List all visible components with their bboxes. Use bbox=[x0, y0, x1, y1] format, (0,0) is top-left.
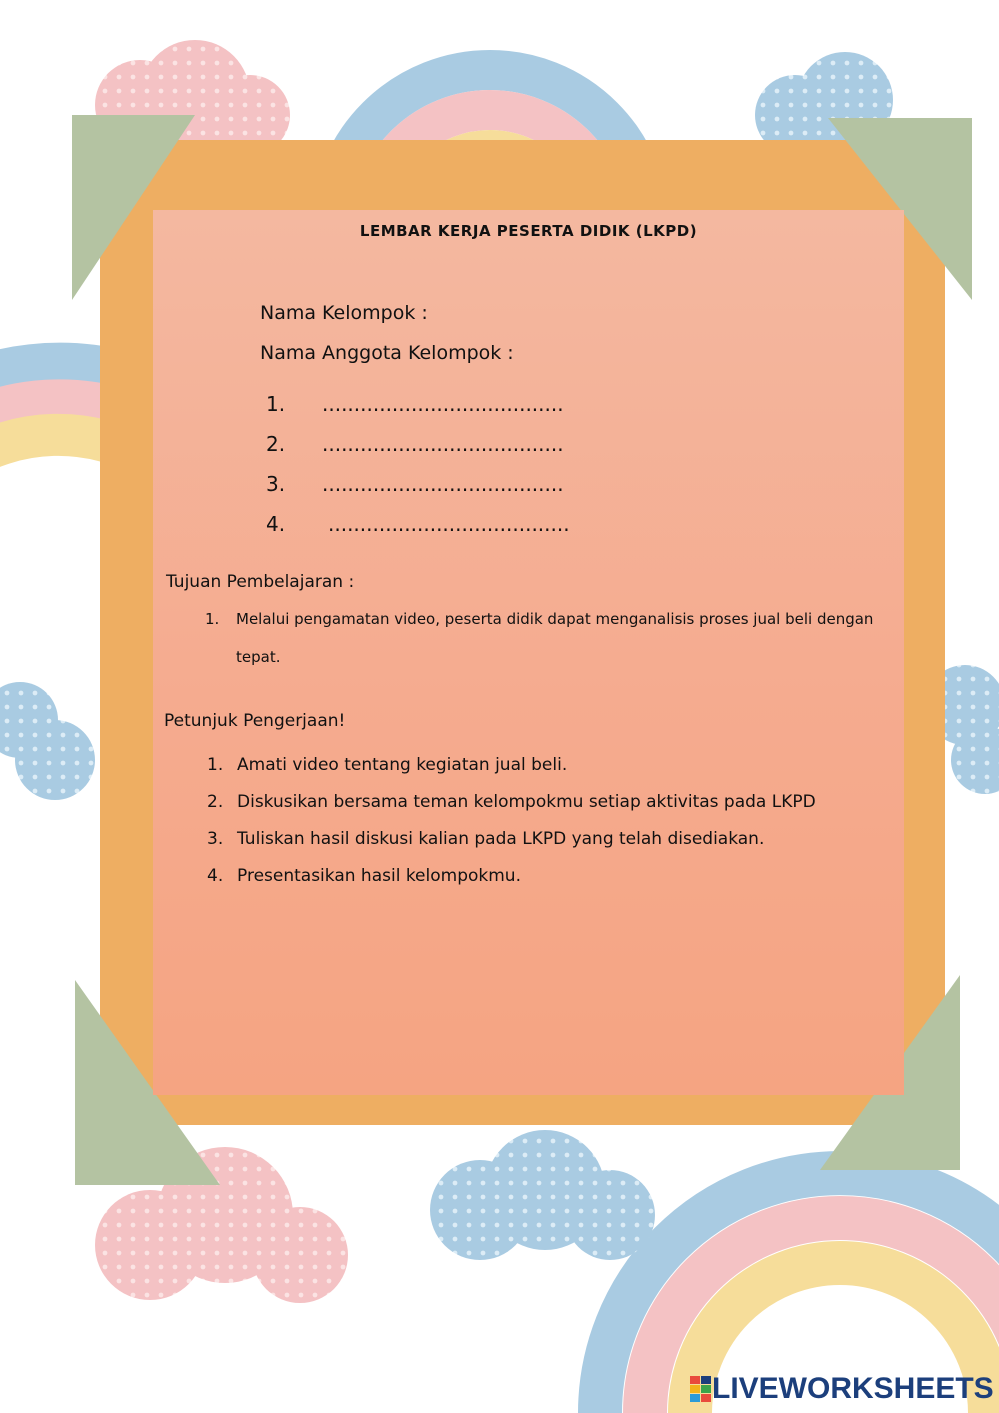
instruction-item-3 bbox=[207, 826, 867, 852]
objectives-heading: Tujuan Pembelajaran : bbox=[166, 572, 355, 592]
instruction-item-4 bbox=[207, 863, 867, 889]
instruction-text: Amati video tentang kegiatan jual beli. bbox=[237, 755, 568, 775]
member-row-2 bbox=[266, 432, 564, 456]
members-label: Nama Anggota Kelompok : bbox=[260, 342, 514, 364]
member-number: 4. bbox=[266, 512, 286, 536]
member-blank-field[interactable]: ...................................... bbox=[322, 432, 564, 456]
instruction-item-1 bbox=[207, 752, 867, 778]
instruction-text: Tuliskan hasil diskusi kalian pada LKPD yang telah disediakan. bbox=[237, 829, 765, 849]
objective-number: 1. bbox=[205, 610, 220, 628]
objective-text: Melalui pengamatan video, peserta didik dapat menganalisis proses jual beli dengan tepat. bbox=[236, 610, 874, 666]
logo-text: LIVEWORKSHEETS bbox=[712, 1372, 994, 1405]
group-name-label: Nama Kelompok : bbox=[260, 302, 428, 324]
member-row-4 bbox=[266, 512, 570, 536]
member-number: 2. bbox=[266, 432, 286, 456]
instruction-number: 4. bbox=[207, 866, 224, 886]
worksheet-title: LEMBAR KERJA PESERTA DIDIK (LKPD) bbox=[359, 222, 698, 240]
instruction-text: Presentasikan hasil kelompokmu. bbox=[237, 866, 521, 886]
instruction-number: 3. bbox=[207, 829, 224, 849]
member-blank-field[interactable]: ...................................... bbox=[322, 392, 564, 416]
instruction-number: 2. bbox=[207, 792, 224, 812]
instruction-number: 1. bbox=[207, 755, 224, 775]
instruction-item-2 bbox=[207, 789, 867, 815]
instructions-heading: Petunjuk Pengerjaan! bbox=[164, 711, 346, 731]
member-number: 3. bbox=[266, 472, 286, 496]
instructions-list bbox=[207, 752, 867, 900]
member-number: 1. bbox=[266, 392, 286, 416]
instruction-text: Diskusikan bersama teman kelompokmu setiap aktivitas pada LKPD bbox=[237, 792, 816, 812]
member-blank-field[interactable]: ...................................... bbox=[328, 512, 570, 536]
liveworksheets-logo-icon bbox=[690, 1376, 712, 1402]
member-row-3 bbox=[266, 472, 564, 496]
member-blank-field[interactable]: ...................................... bbox=[322, 472, 564, 496]
member-row-1 bbox=[266, 392, 564, 416]
liveworksheets-logo[interactable] bbox=[690, 1372, 994, 1406]
